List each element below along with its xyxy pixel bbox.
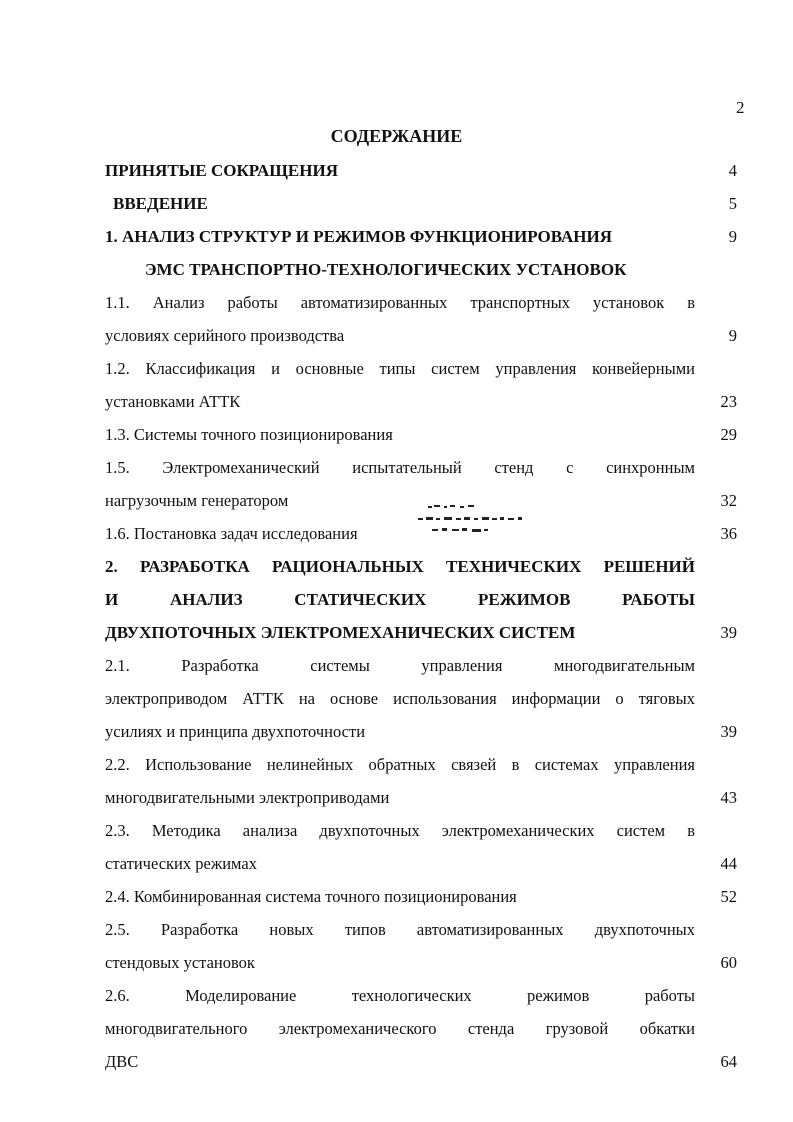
toc-entry-introduction: ВВЕДЕНИЕ xyxy=(113,194,208,213)
toc-entry-1-2-line-2: установками АТТК xyxy=(105,392,241,411)
toc-entry-1-2-line-1: 1.2. Классификация и основные типы систем управления конвейерными xyxy=(105,359,695,378)
toc-page-1-1: 9 xyxy=(728,326,737,345)
toc-entry-1-6: 1.6. Постановка задач исследования xyxy=(105,524,358,543)
toc-page-chapter-1: 9 xyxy=(728,227,737,246)
page-number: 2 xyxy=(736,98,745,117)
toc-entry-2-6-line-1: 2.6. Моделирование технологических режимов работы xyxy=(105,986,695,1005)
toc-page-chapter-2: 39 xyxy=(720,623,737,642)
toc-entry-2-5-line-1: 2.5. Разработка новых типов автоматизированных двухпоточных xyxy=(105,920,695,939)
toc-entry-chapter-2-line-1: 2. РАЗРАБОТКА РАЦИОНАЛЬНЫХ ТЕХНИЧЕСКИХ РЕШЕНИЙ xyxy=(105,557,695,576)
toc-entry-2-3-line-1: 2.3. Методика анализа двухпоточных электромеханических систем в xyxy=(105,821,695,840)
toc-entry-1-1-line-2: условиях серийного производства xyxy=(105,326,345,345)
toc-entry-2-6-line-3: ДВС xyxy=(105,1052,139,1071)
toc-page-2-4: 52 xyxy=(720,887,737,906)
toc-entry-chapter-2-line-2: И АНАЛИЗ СТАТИЧЕСКИХ РЕЖИМОВ РАБОТЫ xyxy=(105,590,695,609)
toc-entry-2-5-line-2: стендовых установок xyxy=(105,953,255,972)
toc-entry-1-5-line-1: 1.5. Электромеханический испытательный стенд с синхронным xyxy=(105,458,695,477)
toc-entry-chapter-1-line-1: 1. АНАЛИЗ СТРУКТУР И РЕЖИМОВ ФУНКЦИОНИРОВАНИЯ xyxy=(105,227,613,246)
toc-page-abbreviations: 4 xyxy=(728,161,737,180)
toc-entry-1-1-line-1: 1.1. Анализ работы автоматизированных транспортных установок в xyxy=(105,293,695,312)
toc-entry-2-6-line-2: многодвигательного электромеханического стенда грузовой обкатки xyxy=(105,1019,695,1038)
toc-entry-chapter-2-line-3: ДВУХПОТОЧНЫХ ЭЛЕКТРОМЕХАНИЧЕСКИХ СИСТЕМ xyxy=(105,623,576,642)
toc-entry-2-1-line-3: усилиях и принципа двухпоточности xyxy=(105,722,366,741)
toc-page-1-6: 36 xyxy=(720,524,737,543)
toc-page-1-2: 23 xyxy=(720,392,737,411)
toc-entry-1-3: 1.3. Системы точного позиционирования xyxy=(105,425,393,444)
page-title: СОДЕРЖАНИЕ xyxy=(330,126,463,146)
toc-page-2-3: 44 xyxy=(720,854,737,873)
toc-page-1-5: 32 xyxy=(720,491,737,510)
toc-entry-2-1-line-1: 2.1. Разработка системы управления многодвигательным xyxy=(105,656,695,675)
toc-entry-2-1-line-2: электроприводом АТТК на основе использования информации о тяговых xyxy=(105,689,695,708)
toc-entry-2-3-line-2: статических режимах xyxy=(105,854,257,873)
stamp-smudge xyxy=(400,498,550,548)
toc-entry-abbreviations: ПРИНЯТЫЕ СОКРАЩЕНИЯ xyxy=(105,161,338,180)
toc-entry-chapter-1-line-2: ЭМС ТРАНСПОРТНО-ТЕХНОЛОГИЧЕСКИХ УСТАНОВОК xyxy=(145,260,627,279)
toc-entry-1-5-line-2: нагрузочным генератором xyxy=(105,491,289,510)
toc-entry-2-2-line-2: многодвигательными электроприводами xyxy=(105,788,390,807)
toc-page-2-1: 39 xyxy=(720,722,737,741)
toc-page-2-6: 64 xyxy=(720,1052,737,1071)
toc-page-introduction: 5 xyxy=(728,194,737,213)
toc-page-2-2: 43 xyxy=(720,788,737,807)
toc-entry-2-4: 2.4. Комбинированная система точного позиционирования xyxy=(105,887,517,906)
toc-entry-2-2-line-1: 2.2. Использование нелинейных обратных связей в системах управления xyxy=(105,755,695,774)
toc-page-2-5: 60 xyxy=(720,953,737,972)
toc-page-1-3: 29 xyxy=(720,425,737,444)
